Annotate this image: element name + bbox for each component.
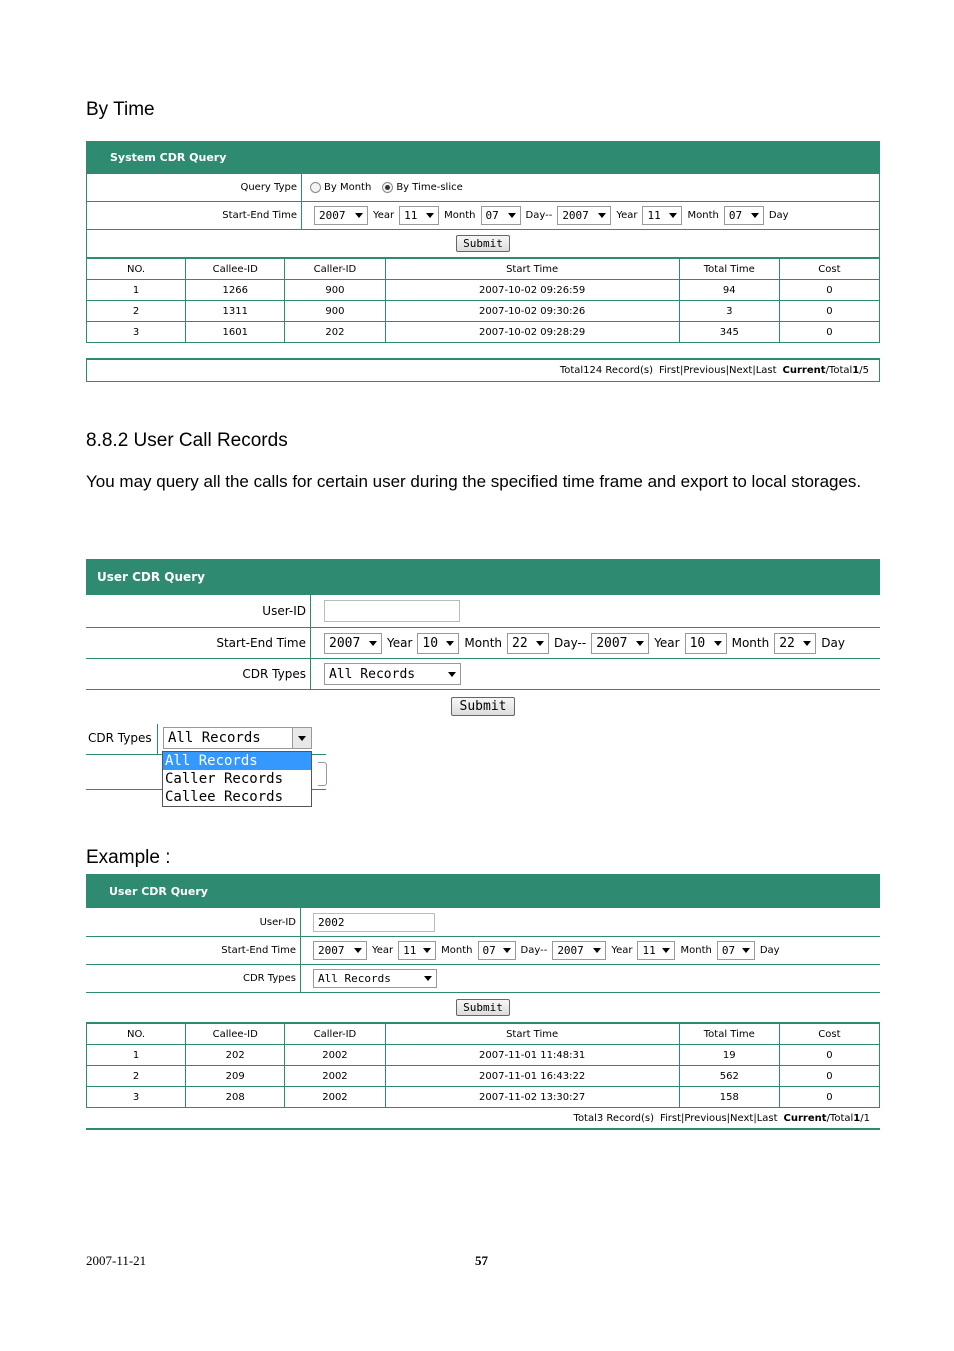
column-header: Callee-ID bbox=[186, 259, 285, 280]
submit-button[interactable]: Submit bbox=[456, 235, 510, 252]
chevron-down-icon bbox=[536, 641, 544, 646]
table-row bbox=[87, 322, 880, 343]
query-type-row bbox=[87, 174, 879, 202]
start-end-row: Start-End Time 2007 Year 10 Month 22 Day-- 2007 Year 10 Month 22 Day bbox=[86, 628, 880, 659]
table-cell: 0 bbox=[779, 1045, 879, 1066]
chevron-down-icon bbox=[424, 976, 432, 981]
user-id-label: User-ID bbox=[86, 908, 301, 936]
cdr-types-select[interactable]: All Records bbox=[324, 663, 461, 685]
end-year-select[interactable]: 2007 bbox=[557, 206, 611, 225]
column-header: Start Time bbox=[385, 259, 679, 280]
table-cell: 2007-10-02 09:30:26 bbox=[385, 301, 679, 322]
chevron-down-icon bbox=[423, 948, 431, 953]
table-cell: 2007-10-02 09:28:29 bbox=[385, 322, 679, 343]
start-year-select[interactable]: 2007 bbox=[313, 941, 367, 960]
start-month-select[interactable]: 11 bbox=[398, 941, 436, 960]
dropdown-list bbox=[162, 751, 312, 807]
table-cell: 1 bbox=[87, 280, 186, 301]
column-header: Start Time bbox=[385, 1024, 679, 1045]
table-cell: 2 bbox=[87, 1066, 186, 1087]
column-header: Callee-ID bbox=[186, 1024, 285, 1045]
table-row bbox=[87, 301, 880, 322]
end-year-select[interactable]: 2007 bbox=[591, 633, 649, 654]
pager-total: Total3 Record(s) bbox=[573, 1112, 654, 1124]
chevron-down-icon bbox=[751, 213, 759, 218]
table-header-row bbox=[87, 1024, 880, 1045]
table-cell: 1266 bbox=[186, 280, 285, 301]
start-day-select[interactable]: 07 bbox=[481, 206, 521, 225]
chevron-down-icon bbox=[598, 213, 606, 218]
start-day-select[interactable]: 07 bbox=[478, 941, 516, 960]
table-cell: 900 bbox=[285, 280, 385, 301]
submit-row bbox=[86, 993, 880, 1023]
column-header: Cost bbox=[779, 1024, 879, 1045]
table-cell: 2 bbox=[87, 301, 186, 322]
panel-title: User CDR Query bbox=[86, 559, 880, 595]
end-month-select[interactable]: 11 bbox=[637, 941, 675, 960]
table-cell: 1311 bbox=[186, 301, 285, 322]
table-cell: 0 bbox=[779, 301, 879, 322]
user-id-label: User-ID bbox=[86, 595, 311, 627]
column-header: NO. bbox=[87, 259, 186, 280]
pager bbox=[86, 1108, 880, 1130]
cdr-types-label: CDR Types bbox=[86, 659, 311, 689]
pager-current: Current/Total1/5 bbox=[782, 365, 869, 376]
table-cell: 2007-11-02 13:30:27 bbox=[385, 1087, 679, 1108]
table-row bbox=[87, 280, 880, 301]
chevron-down-icon bbox=[593, 948, 601, 953]
chevron-down-icon bbox=[446, 641, 454, 646]
radio-by-time-slice[interactable]: By Time-slice bbox=[382, 182, 462, 193]
radio-off-icon bbox=[310, 182, 321, 193]
user-cdr-query-panel bbox=[86, 559, 880, 722]
table-cell: 2002 bbox=[285, 1066, 385, 1087]
panel-title: System CDR Query bbox=[86, 141, 880, 174]
cdr-types-row bbox=[86, 965, 880, 993]
table-row bbox=[87, 1066, 880, 1087]
pager-nav[interactable]: First|Previous|Next|Last bbox=[660, 1112, 778, 1124]
end-year-select[interactable]: 2007 bbox=[552, 941, 606, 960]
table-cell: 2007-11-01 16:43:22 bbox=[385, 1066, 679, 1087]
start-day-select[interactable]: 22 bbox=[507, 633, 549, 654]
chevron-down-icon bbox=[508, 213, 516, 218]
chevron-down-icon bbox=[448, 672, 456, 677]
chevron-down-icon bbox=[503, 948, 511, 953]
section-heading: 8.8.2 User Call Records bbox=[86, 430, 288, 451]
by-time-heading: By Time bbox=[86, 99, 155, 120]
start-end-label: Start-End Time bbox=[87, 202, 302, 229]
chevron-down-icon bbox=[636, 641, 644, 646]
chevron-down-icon[interactable] bbox=[292, 728, 311, 748]
table-cell: 94 bbox=[679, 280, 779, 301]
footer-page-number: 57 bbox=[475, 1253, 488, 1268]
radio-on-icon bbox=[382, 182, 393, 193]
table-cell: 3 bbox=[87, 1087, 186, 1108]
example-results-table bbox=[86, 1023, 880, 1108]
start-month-select[interactable]: 10 bbox=[417, 633, 459, 654]
chevron-down-icon bbox=[714, 641, 722, 646]
user-id-row bbox=[86, 595, 880, 628]
column-header: Cost bbox=[779, 259, 879, 280]
pager-total: Total124 Record(s) bbox=[559, 365, 653, 376]
cdr-types-dropdown-demo bbox=[86, 724, 326, 809]
table-cell: 208 bbox=[186, 1087, 285, 1108]
table-cell: 3 bbox=[679, 301, 779, 322]
user-id-row bbox=[86, 908, 880, 937]
radio-by-month[interactable]: By Month bbox=[310, 182, 371, 193]
table-cell: 0 bbox=[779, 280, 879, 301]
table-row bbox=[87, 1087, 880, 1108]
dropdown-option-caller[interactable]: Caller Records bbox=[165, 771, 284, 787]
system-results-table bbox=[86, 258, 880, 343]
chevron-down-icon bbox=[369, 641, 377, 646]
submit-row bbox=[87, 230, 879, 258]
end-day-select[interactable]: 07 bbox=[724, 206, 764, 225]
end-day-select[interactable]: 22 bbox=[774, 633, 816, 654]
table-cell: 345 bbox=[679, 322, 779, 343]
column-header: NO. bbox=[87, 1024, 186, 1045]
table-cell: 562 bbox=[679, 1066, 779, 1087]
chevron-down-icon bbox=[426, 213, 434, 218]
chevron-down-icon bbox=[669, 213, 677, 218]
table-cell: 209 bbox=[186, 1066, 285, 1087]
panel-title: User CDR Query bbox=[86, 874, 880, 908]
start-end-row: Start-End Time 2007 Year 11 Month 07 Day-- 2007 Year 11 Month 07 Day bbox=[86, 937, 880, 965]
start-month-select[interactable]: 11 bbox=[399, 206, 439, 225]
cdr-types-label: CDR Types bbox=[86, 965, 301, 992]
example-heading: Example : bbox=[86, 847, 171, 868]
example-cdr-query-panel bbox=[86, 874, 880, 1130]
table-header-row bbox=[87, 259, 880, 280]
table-row bbox=[87, 1045, 880, 1066]
end-month-select[interactable]: 11 bbox=[642, 206, 682, 225]
user-id-input[interactable]: 2002 bbox=[313, 913, 435, 932]
pager-nav[interactable]: First|Previous|Next|Last bbox=[659, 365, 777, 376]
submit-row bbox=[86, 690, 880, 722]
column-header: Total Time bbox=[679, 1024, 779, 1045]
table-cell: 158 bbox=[679, 1087, 779, 1108]
table-cell: 1 bbox=[87, 1045, 186, 1066]
start-end-label: Start-End Time bbox=[86, 937, 301, 964]
cdr-types-row bbox=[86, 659, 880, 690]
table-cell: 0 bbox=[779, 1087, 879, 1108]
user-id-input[interactable] bbox=[324, 600, 460, 622]
cdr-types-select[interactable]: All Records bbox=[163, 727, 312, 749]
chevron-down-icon bbox=[355, 213, 363, 218]
column-header: Total Time bbox=[679, 259, 779, 280]
dropdown-option-all[interactable]: All Records bbox=[163, 752, 311, 770]
end-month-select[interactable]: 10 bbox=[685, 633, 727, 654]
table-cell: 3 bbox=[87, 322, 186, 343]
query-type-label: Query Type bbox=[87, 174, 302, 201]
cdr-types-label: CDR Types bbox=[88, 731, 152, 745]
table-cell: 202 bbox=[186, 1045, 285, 1066]
chevron-down-icon bbox=[354, 948, 362, 953]
table-cell: 2002 bbox=[285, 1045, 385, 1066]
start-year-select[interactable]: 2007 bbox=[314, 206, 368, 225]
end-day-select[interactable]: 07 bbox=[717, 941, 755, 960]
column-header: Caller-ID bbox=[285, 1024, 385, 1045]
pager bbox=[86, 358, 880, 382]
submit-button[interactable]: Submit bbox=[456, 999, 510, 1016]
system-cdr-query-panel bbox=[86, 141, 880, 382]
table-cell: 0 bbox=[779, 322, 879, 343]
footer-date: 2007-11-21 bbox=[86, 1253, 147, 1268]
start-year-select[interactable]: 2007 bbox=[324, 633, 382, 654]
table-cell: 19 bbox=[679, 1045, 779, 1066]
table-cell: 2007-10-02 09:26:59 bbox=[385, 280, 679, 301]
column-header: Caller-ID bbox=[285, 259, 385, 280]
start-end-label: Start-End Time bbox=[86, 628, 311, 658]
chevron-down-icon bbox=[662, 948, 670, 953]
table-cell: 1601 bbox=[186, 322, 285, 343]
chevron-down-icon bbox=[742, 948, 750, 953]
pager-current: Current/Total1/1 bbox=[783, 1112, 870, 1124]
table-cell: 2002 bbox=[285, 1087, 385, 1108]
cdr-types-select[interactable]: All Records bbox=[313, 969, 437, 988]
start-end-row: Start-End Time 2007 Year 11 Month 07 Day-- 2007 Year 11 Month 07 Day bbox=[87, 202, 879, 230]
table-cell: 202 bbox=[285, 322, 385, 343]
table-cell: 0 bbox=[779, 1066, 879, 1087]
section-paragraph: You may query all the calls for certain user during the specified time frame and export to local storages. bbox=[86, 472, 862, 491]
table-cell: 900 bbox=[285, 301, 385, 322]
dropdown-option-callee[interactable]: Callee Records bbox=[165, 789, 284, 805]
chevron-down-icon bbox=[803, 641, 811, 646]
submit-button[interactable]: Submit bbox=[451, 697, 516, 716]
table-cell: 2007-11-01 11:48:31 bbox=[385, 1045, 679, 1066]
